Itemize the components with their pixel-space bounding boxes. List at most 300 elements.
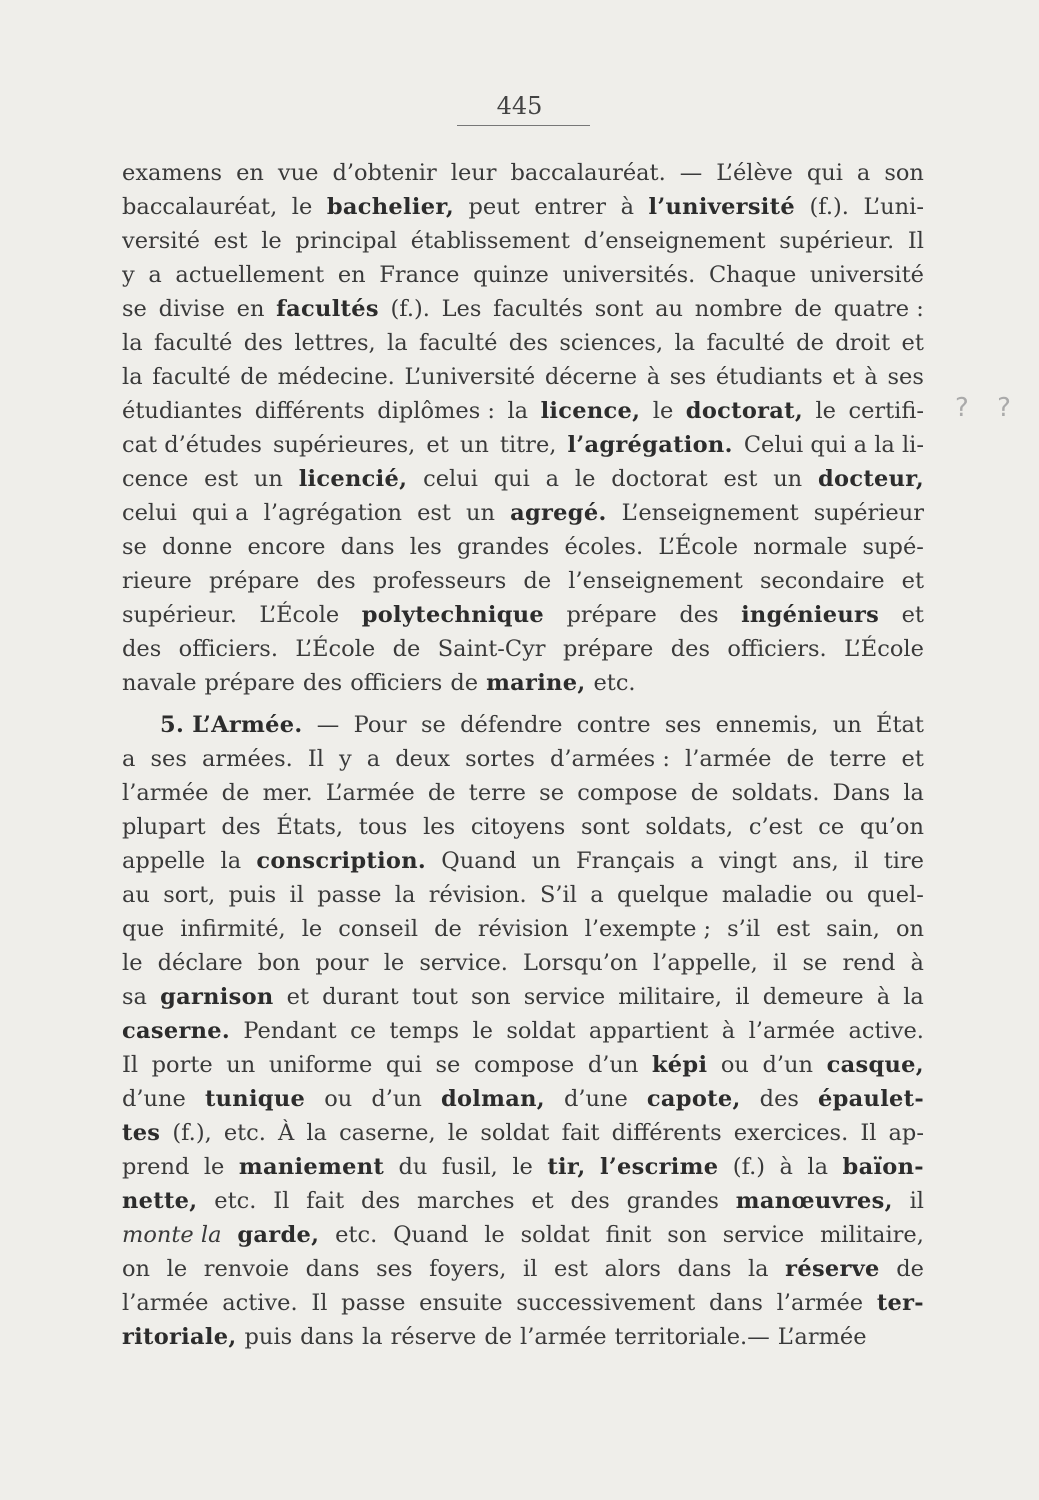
word: marches — [417, 1188, 515, 1214]
word: officiers — [350, 670, 443, 696]
word: service — [722, 1222, 805, 1248]
word: facultés — [493, 296, 584, 322]
word: quatre : — [833, 296, 924, 322]
word: c’est — [748, 814, 803, 840]
word: terre — [468, 780, 526, 806]
word: prend — [122, 1154, 190, 1180]
word: ap- — [888, 1120, 924, 1146]
word: baccalauréat. — [510, 160, 666, 186]
text-line — [122, 946, 924, 980]
word: s’il — [727, 916, 761, 942]
word: celui — [423, 466, 478, 492]
word: Il — [311, 1290, 328, 1316]
word: navale — [122, 670, 197, 696]
word: d’un — [371, 1086, 422, 1112]
word: doctorat — [611, 466, 708, 492]
word: faculté — [153, 330, 233, 356]
word: encore — [247, 534, 326, 560]
word: l’escrime — [600, 1154, 719, 1180]
word: contre — [576, 712, 651, 738]
word: entrer — [534, 194, 607, 220]
text-line — [122, 224, 924, 258]
word: Lorsqu’on — [523, 950, 638, 976]
word: cat d’études — [122, 432, 262, 458]
word: L’enseignement — [621, 500, 799, 526]
word: nombre — [694, 296, 783, 322]
word: supérieures, — [272, 432, 416, 458]
word: Chaque — [708, 262, 797, 288]
word: tous — [358, 814, 408, 840]
word: de — [786, 746, 815, 772]
word: etc. — [335, 1222, 378, 1248]
text-line — [122, 1320, 924, 1354]
word: le — [652, 398, 674, 424]
word: révision. — [428, 882, 527, 908]
text-line — [122, 1184, 924, 1218]
word: supérieur — [813, 500, 924, 526]
word: un — [466, 500, 496, 526]
word: qui — [493, 466, 530, 492]
text-line — [122, 1218, 924, 1252]
word: etc. — [593, 670, 636, 696]
word: y — [338, 746, 352, 772]
word: sa — [122, 984, 147, 1010]
word: se — [420, 712, 446, 738]
word: un — [253, 466, 283, 492]
word: Il — [273, 1188, 290, 1214]
word: un — [226, 1052, 256, 1078]
word: en — [236, 296, 265, 322]
word: temps — [389, 1018, 460, 1044]
word: ses — [669, 364, 707, 390]
word: est — [213, 228, 248, 254]
word: puis — [228, 882, 277, 908]
word: et — [901, 746, 924, 772]
word: manœuvres, — [735, 1188, 893, 1214]
word: L’École — [658, 534, 739, 560]
word: ses — [150, 746, 187, 772]
word: examens — [122, 160, 223, 186]
word: France — [379, 262, 460, 288]
text-line — [122, 428, 924, 462]
word: militaire, — [618, 984, 723, 1010]
word: de — [427, 780, 456, 806]
word: un — [773, 466, 803, 492]
word: de — [794, 296, 822, 322]
word: conseil — [338, 916, 419, 942]
word: leur — [450, 160, 497, 186]
word: territoriale.— — [614, 1324, 770, 1350]
word: sain, — [826, 916, 880, 942]
word: conscription. — [256, 848, 427, 874]
text-line — [122, 530, 924, 564]
word: différents — [254, 398, 365, 424]
word: appelle — [122, 848, 206, 874]
text-line — [122, 980, 924, 1014]
text-line — [122, 1014, 924, 1048]
word: il — [289, 882, 304, 908]
word: on — [895, 916, 924, 942]
word: État — [876, 712, 924, 738]
word: la — [122, 364, 143, 390]
word: prépare — [562, 636, 654, 662]
word: qui — [385, 1052, 422, 1078]
word: des — [360, 1188, 401, 1214]
word: de — [690, 780, 719, 806]
word: quinze — [473, 262, 549, 288]
word: la — [122, 330, 143, 356]
text-line — [122, 496, 924, 530]
word: il — [735, 984, 750, 1010]
text-line — [122, 190, 924, 224]
word: L’université — [404, 364, 536, 390]
word: ter- — [876, 1290, 924, 1316]
word: différents — [611, 1120, 722, 1146]
word: capote, — [646, 1086, 741, 1112]
word: soldats. — [731, 780, 820, 806]
word: active. — [222, 1290, 298, 1316]
word: épaulet- — [818, 1086, 924, 1112]
word: doctorat, — [685, 398, 803, 424]
text-line — [122, 292, 924, 326]
word: ensuite — [419, 1290, 503, 1316]
word: ses — [887, 364, 924, 390]
word: l’exempte ; — [584, 916, 712, 942]
word: défendre — [460, 712, 563, 738]
word: cence — [122, 466, 189, 492]
word: a — [856, 160, 871, 186]
word: certifi- — [848, 398, 924, 424]
word: et — [426, 432, 449, 458]
word: ans, — [792, 848, 839, 874]
word: réserve — [785, 1256, 880, 1282]
word: de — [434, 916, 462, 942]
paragraph — [122, 708, 924, 1354]
word: etc. — [214, 1188, 257, 1214]
word: supé- — [862, 534, 924, 560]
word: passe — [317, 882, 382, 908]
word: se — [435, 1052, 461, 1078]
body-text — [122, 156, 924, 1354]
word: quel- — [866, 882, 924, 908]
word: lettres, — [294, 330, 376, 356]
word: service — [523, 984, 606, 1010]
word: des — [316, 568, 356, 594]
word: ses — [376, 1256, 413, 1282]
word: compose — [577, 780, 678, 806]
word: Dans — [832, 780, 891, 806]
word: des — [243, 330, 283, 356]
word: d’un — [587, 1052, 639, 1078]
word: en — [236, 160, 264, 186]
word: diplômes : — [377, 398, 495, 424]
word: faculté — [419, 330, 498, 356]
word: à — [646, 364, 661, 390]
word: casque, — [826, 1052, 924, 1078]
word: déclare — [157, 950, 243, 976]
word: établissement — [410, 228, 570, 254]
word: est — [204, 466, 239, 492]
word: professeurs — [372, 568, 507, 594]
word: le — [122, 950, 143, 976]
word: ritoriale, — [122, 1324, 237, 1350]
word: dans — [340, 534, 395, 560]
word: prépare — [566, 602, 657, 628]
word: ce — [818, 814, 845, 840]
word: principal — [295, 228, 398, 254]
word: le — [447, 1120, 469, 1146]
word: le — [512, 1154, 533, 1180]
text-line — [122, 1252, 924, 1286]
word: képi — [651, 1052, 708, 1078]
word: décerne — [544, 364, 638, 390]
word: sont — [594, 296, 644, 322]
word: pour — [315, 950, 369, 976]
word: grandes — [456, 534, 550, 560]
word: se — [122, 296, 147, 322]
word: a — [122, 746, 136, 772]
word: dolman, — [440, 1086, 545, 1112]
word: le — [472, 1018, 493, 1044]
word: soldats, — [645, 814, 734, 840]
word: qu’on — [859, 814, 924, 840]
word: de — [221, 780, 250, 806]
text-line — [122, 878, 924, 912]
word: (f.). — [809, 194, 849, 220]
word: les — [423, 814, 456, 840]
word: l’armée — [520, 1324, 607, 1350]
word: et — [286, 984, 310, 1010]
word: caserne, — [339, 1120, 436, 1146]
word: étudiantes — [122, 398, 243, 424]
word: la — [507, 398, 529, 424]
word: en — [337, 262, 366, 288]
word: L’armée — [777, 1324, 867, 1350]
word: compose — [473, 1052, 575, 1078]
word: a — [148, 262, 162, 288]
word: droit — [835, 330, 891, 356]
word: — — [679, 160, 703, 186]
word: États, — [276, 814, 344, 840]
word: tir, — [547, 1154, 586, 1180]
word: la — [747, 1256, 769, 1282]
word: et — [531, 1188, 554, 1214]
word: des — [302, 670, 343, 696]
word: la — [306, 1120, 327, 1146]
word: Celui qui a la li- — [743, 432, 924, 458]
word: l’armée — [748, 1018, 836, 1044]
word: fusil, — [441, 1154, 498, 1180]
word: à — [779, 1154, 793, 1180]
word: vue — [277, 160, 319, 186]
word: demeure — [762, 984, 864, 1010]
word: le — [815, 398, 836, 424]
word: de — [484, 1324, 513, 1350]
word: dans — [305, 1256, 360, 1282]
word: se — [802, 950, 828, 976]
word: dans — [677, 1256, 732, 1282]
word: (f.). — [390, 296, 430, 322]
word: divise — [158, 296, 225, 322]
word: son — [667, 1222, 707, 1248]
word: les — [409, 534, 442, 560]
word: la — [220, 848, 242, 874]
word: rend — [842, 950, 896, 976]
word: vingt — [719, 848, 777, 874]
word: l’armée — [685, 746, 772, 772]
word: fait — [561, 1120, 600, 1146]
word: sortes — [465, 746, 535, 772]
word: universités. — [562, 262, 696, 288]
word: l’armée — [776, 1290, 864, 1316]
word: versité — [122, 228, 200, 254]
text-line — [122, 776, 924, 810]
word: il — [772, 950, 788, 976]
word: tunique — [204, 1086, 306, 1112]
word: monte la — [122, 1222, 222, 1248]
word: est — [723, 466, 758, 492]
word: à — [864, 364, 878, 390]
word: ingénieurs — [741, 602, 880, 628]
word: plupart — [122, 814, 206, 840]
word: que — [122, 916, 165, 942]
word: au — [122, 882, 150, 908]
word: le — [301, 916, 323, 942]
margin-annotation: ? ? — [955, 393, 1021, 423]
text-line — [122, 708, 924, 742]
text-line — [122, 1082, 924, 1116]
word: le — [291, 194, 313, 220]
word: est — [554, 1256, 588, 1282]
word: alors — [604, 1256, 661, 1282]
word: l’agrégation. — [567, 432, 733, 458]
word: baïon- — [842, 1154, 924, 1180]
word: on — [122, 1256, 151, 1282]
word: il — [854, 848, 869, 874]
word: faculté — [706, 330, 785, 356]
word: un — [459, 432, 489, 458]
word: service. — [419, 950, 508, 976]
word: a — [366, 746, 381, 772]
text-line — [122, 632, 924, 666]
word: fait — [306, 1188, 345, 1214]
word: maniement — [238, 1154, 385, 1180]
word: de — [796, 330, 824, 356]
word: de — [240, 364, 269, 390]
word: uniforme — [268, 1052, 373, 1078]
word: Pour — [353, 712, 407, 738]
text-line — [122, 666, 924, 700]
word: licencié, — [298, 466, 408, 492]
word: faculté — [152, 364, 231, 390]
word: L’élève — [716, 160, 793, 186]
word: officiers. — [727, 636, 827, 662]
word: L’École — [295, 636, 376, 662]
word: la — [903, 984, 924, 1010]
word: successivement — [516, 1290, 696, 1316]
word: il — [909, 1188, 924, 1214]
word: réserve — [390, 1324, 477, 1350]
text-line — [122, 844, 924, 878]
word: titre, — [499, 432, 557, 458]
text-line — [122, 1116, 924, 1150]
word: de — [450, 670, 479, 696]
word: d’armées : — [549, 746, 670, 772]
word: et — [901, 568, 924, 594]
word: d’enseignement — [583, 228, 766, 254]
word: garde, — [237, 1222, 320, 1248]
word: Il — [122, 1052, 139, 1078]
word: l’agrégation — [263, 500, 402, 526]
word: rieure — [122, 568, 192, 594]
word: ce — [350, 1018, 377, 1044]
word: un — [531, 848, 561, 874]
word: Il — [307, 746, 324, 772]
word: ou — [720, 1052, 749, 1078]
word: l’armée — [122, 1290, 209, 1316]
word: le — [166, 1256, 188, 1282]
word: À — [278, 1120, 295, 1146]
word: active. — [848, 1018, 924, 1044]
word: le — [203, 1154, 225, 1180]
word: est — [776, 916, 811, 942]
word: se — [122, 534, 147, 560]
text-line — [122, 912, 924, 946]
word: l’enseignement — [568, 568, 743, 594]
word: l’appelle, — [653, 950, 758, 976]
text-line — [122, 326, 924, 360]
word: et — [901, 330, 924, 356]
word: la — [903, 780, 924, 806]
word: Quand — [393, 1222, 469, 1248]
text-line — [122, 742, 924, 776]
word: baccalauréat, — [122, 194, 278, 220]
word: Il — [860, 1120, 877, 1146]
word: supérieur. — [779, 228, 895, 254]
word: docteur, — [818, 466, 924, 492]
word: citoyens — [470, 814, 566, 840]
word: licence, — [540, 398, 641, 424]
word: Les — [441, 296, 482, 322]
word: la — [807, 1154, 829, 1180]
word: d’un — [762, 1052, 814, 1078]
word: le — [574, 466, 596, 492]
word: écoles. — [564, 534, 644, 560]
word: des — [570, 1188, 610, 1214]
word: de — [523, 568, 552, 594]
word: qui a — [191, 500, 249, 526]
word: à — [620, 194, 634, 220]
word: ou — [825, 882, 854, 908]
text-line — [122, 810, 924, 844]
word: prépare — [208, 568, 300, 594]
word: maladie — [721, 882, 813, 908]
word: actuellement — [175, 262, 325, 288]
word: dans — [300, 1324, 354, 1350]
word: l’université — [648, 194, 795, 220]
word: 5. L’Armée. — [160, 712, 303, 738]
word: armées. — [201, 746, 293, 772]
word: L’armée — [325, 780, 415, 806]
text-line — [122, 564, 924, 598]
word: son — [471, 984, 511, 1010]
text-line — [122, 394, 924, 428]
word: puis — [244, 1324, 293, 1350]
word: des — [221, 814, 261, 840]
word: à — [910, 950, 924, 976]
text-line — [122, 462, 924, 496]
word: terre — [829, 746, 887, 772]
